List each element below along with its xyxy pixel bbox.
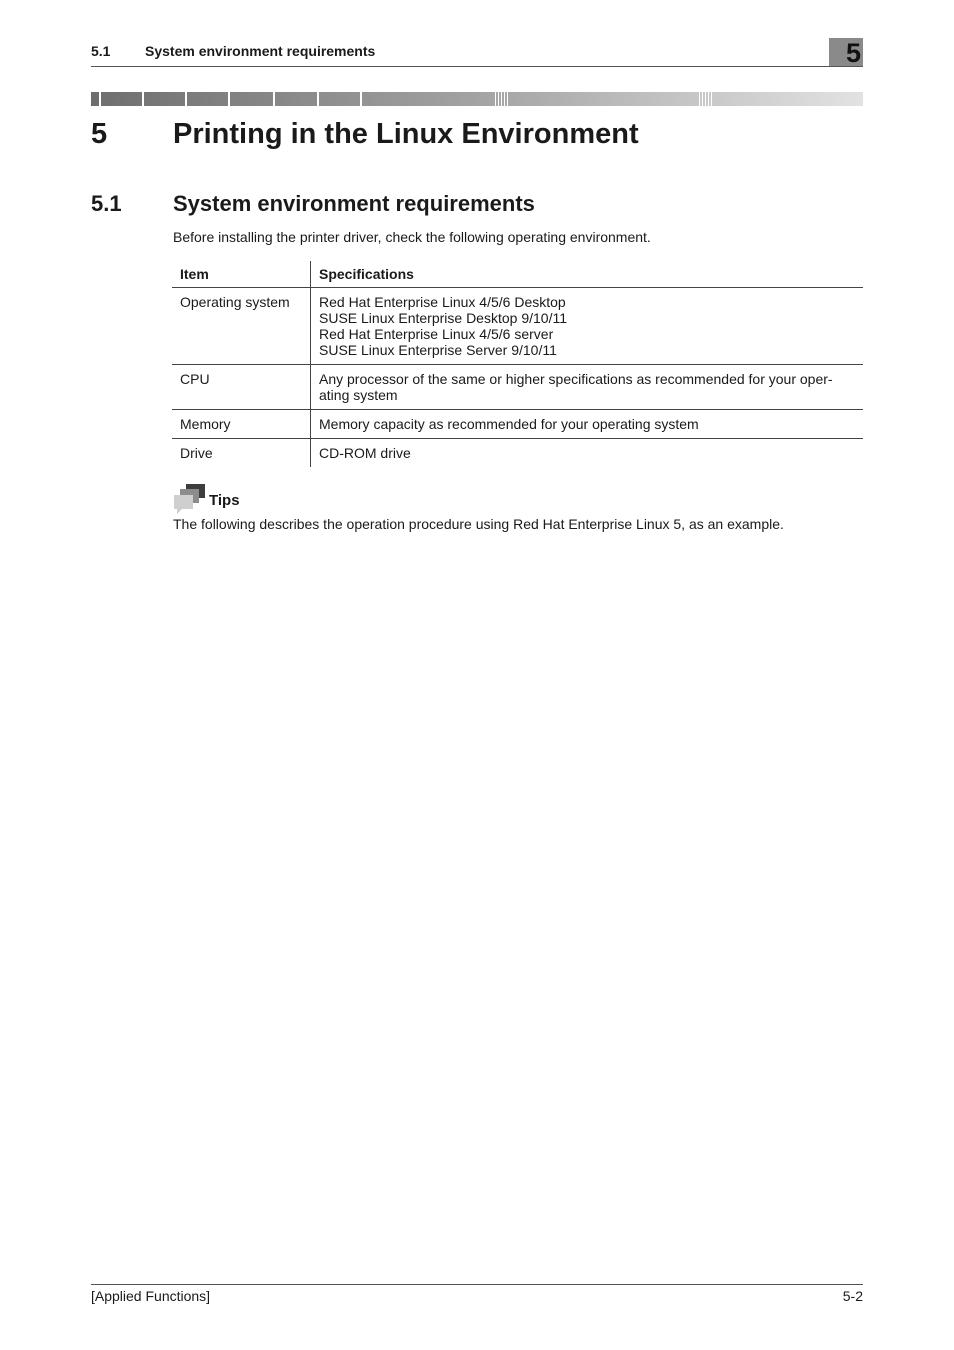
intro-text: Before installing the printer driver, check the following operating environment. bbox=[173, 229, 651, 245]
decorative-gradient-bar bbox=[91, 92, 863, 106]
item-cell: Operating system bbox=[172, 288, 311, 365]
spec-cell bbox=[311, 365, 864, 410]
section-number: 5.1 bbox=[91, 191, 122, 216]
tips-title: Tips bbox=[209, 492, 240, 509]
spec-line: SUSE Linux Enterprise Server 9/10/11 bbox=[319, 342, 557, 358]
chapter-title: Printing in the Linux Environment bbox=[173, 118, 639, 150]
page-number: 5-2 bbox=[842, 1288, 863, 1304]
spec-line: CD-ROM drive bbox=[319, 445, 411, 461]
header-section-title: System environment requirements bbox=[145, 43, 376, 59]
column-header-item: Item bbox=[172, 261, 311, 288]
spec-line: Any processor of the same or higher specifications as recommended for your oper- bbox=[319, 371, 833, 387]
page-footer bbox=[91, 1284, 863, 1305]
table-row bbox=[172, 410, 863, 439]
header-section-number: 5.1 bbox=[91, 43, 111, 59]
spec-line: SUSE Linux Enterprise Desktop 9/10/11 bbox=[319, 310, 567, 326]
table-header-row bbox=[172, 261, 863, 288]
spec-line: Memory capacity as recommended for your operating system bbox=[319, 416, 699, 432]
footer-manual-title: [Applied Functions] bbox=[91, 1288, 211, 1304]
tips-icon bbox=[173, 483, 207, 515]
section-title: System environment requirements bbox=[173, 191, 535, 216]
spec-line: ating system bbox=[319, 387, 398, 403]
column-header-specifications: Specifications bbox=[311, 261, 864, 288]
spec-cell bbox=[311, 410, 864, 439]
spec-line: Red Hat Enterprise Linux 4/5/6 server bbox=[319, 326, 554, 342]
spec-line: Red Hat Enterprise Linux 4/5/6 Desktop bbox=[319, 294, 566, 310]
tips-text: The following describes the operation procedure using Red Hat Enterprise Linux 5, as an example. bbox=[173, 516, 784, 532]
item-cell: Memory bbox=[172, 410, 311, 439]
spec-cell bbox=[311, 288, 864, 365]
item-cell: Drive bbox=[172, 439, 311, 468]
table-row bbox=[172, 365, 863, 410]
requirements-table bbox=[172, 261, 863, 467]
chapter-tab bbox=[829, 38, 863, 66]
chapter-number: 5 bbox=[91, 118, 108, 150]
table-row bbox=[172, 288, 863, 365]
running-header bbox=[91, 40, 863, 67]
spec-cell bbox=[311, 439, 864, 468]
chapter-tab-number: 5 bbox=[845, 38, 861, 68]
item-cell: CPU bbox=[172, 365, 311, 410]
table-row bbox=[172, 439, 863, 468]
